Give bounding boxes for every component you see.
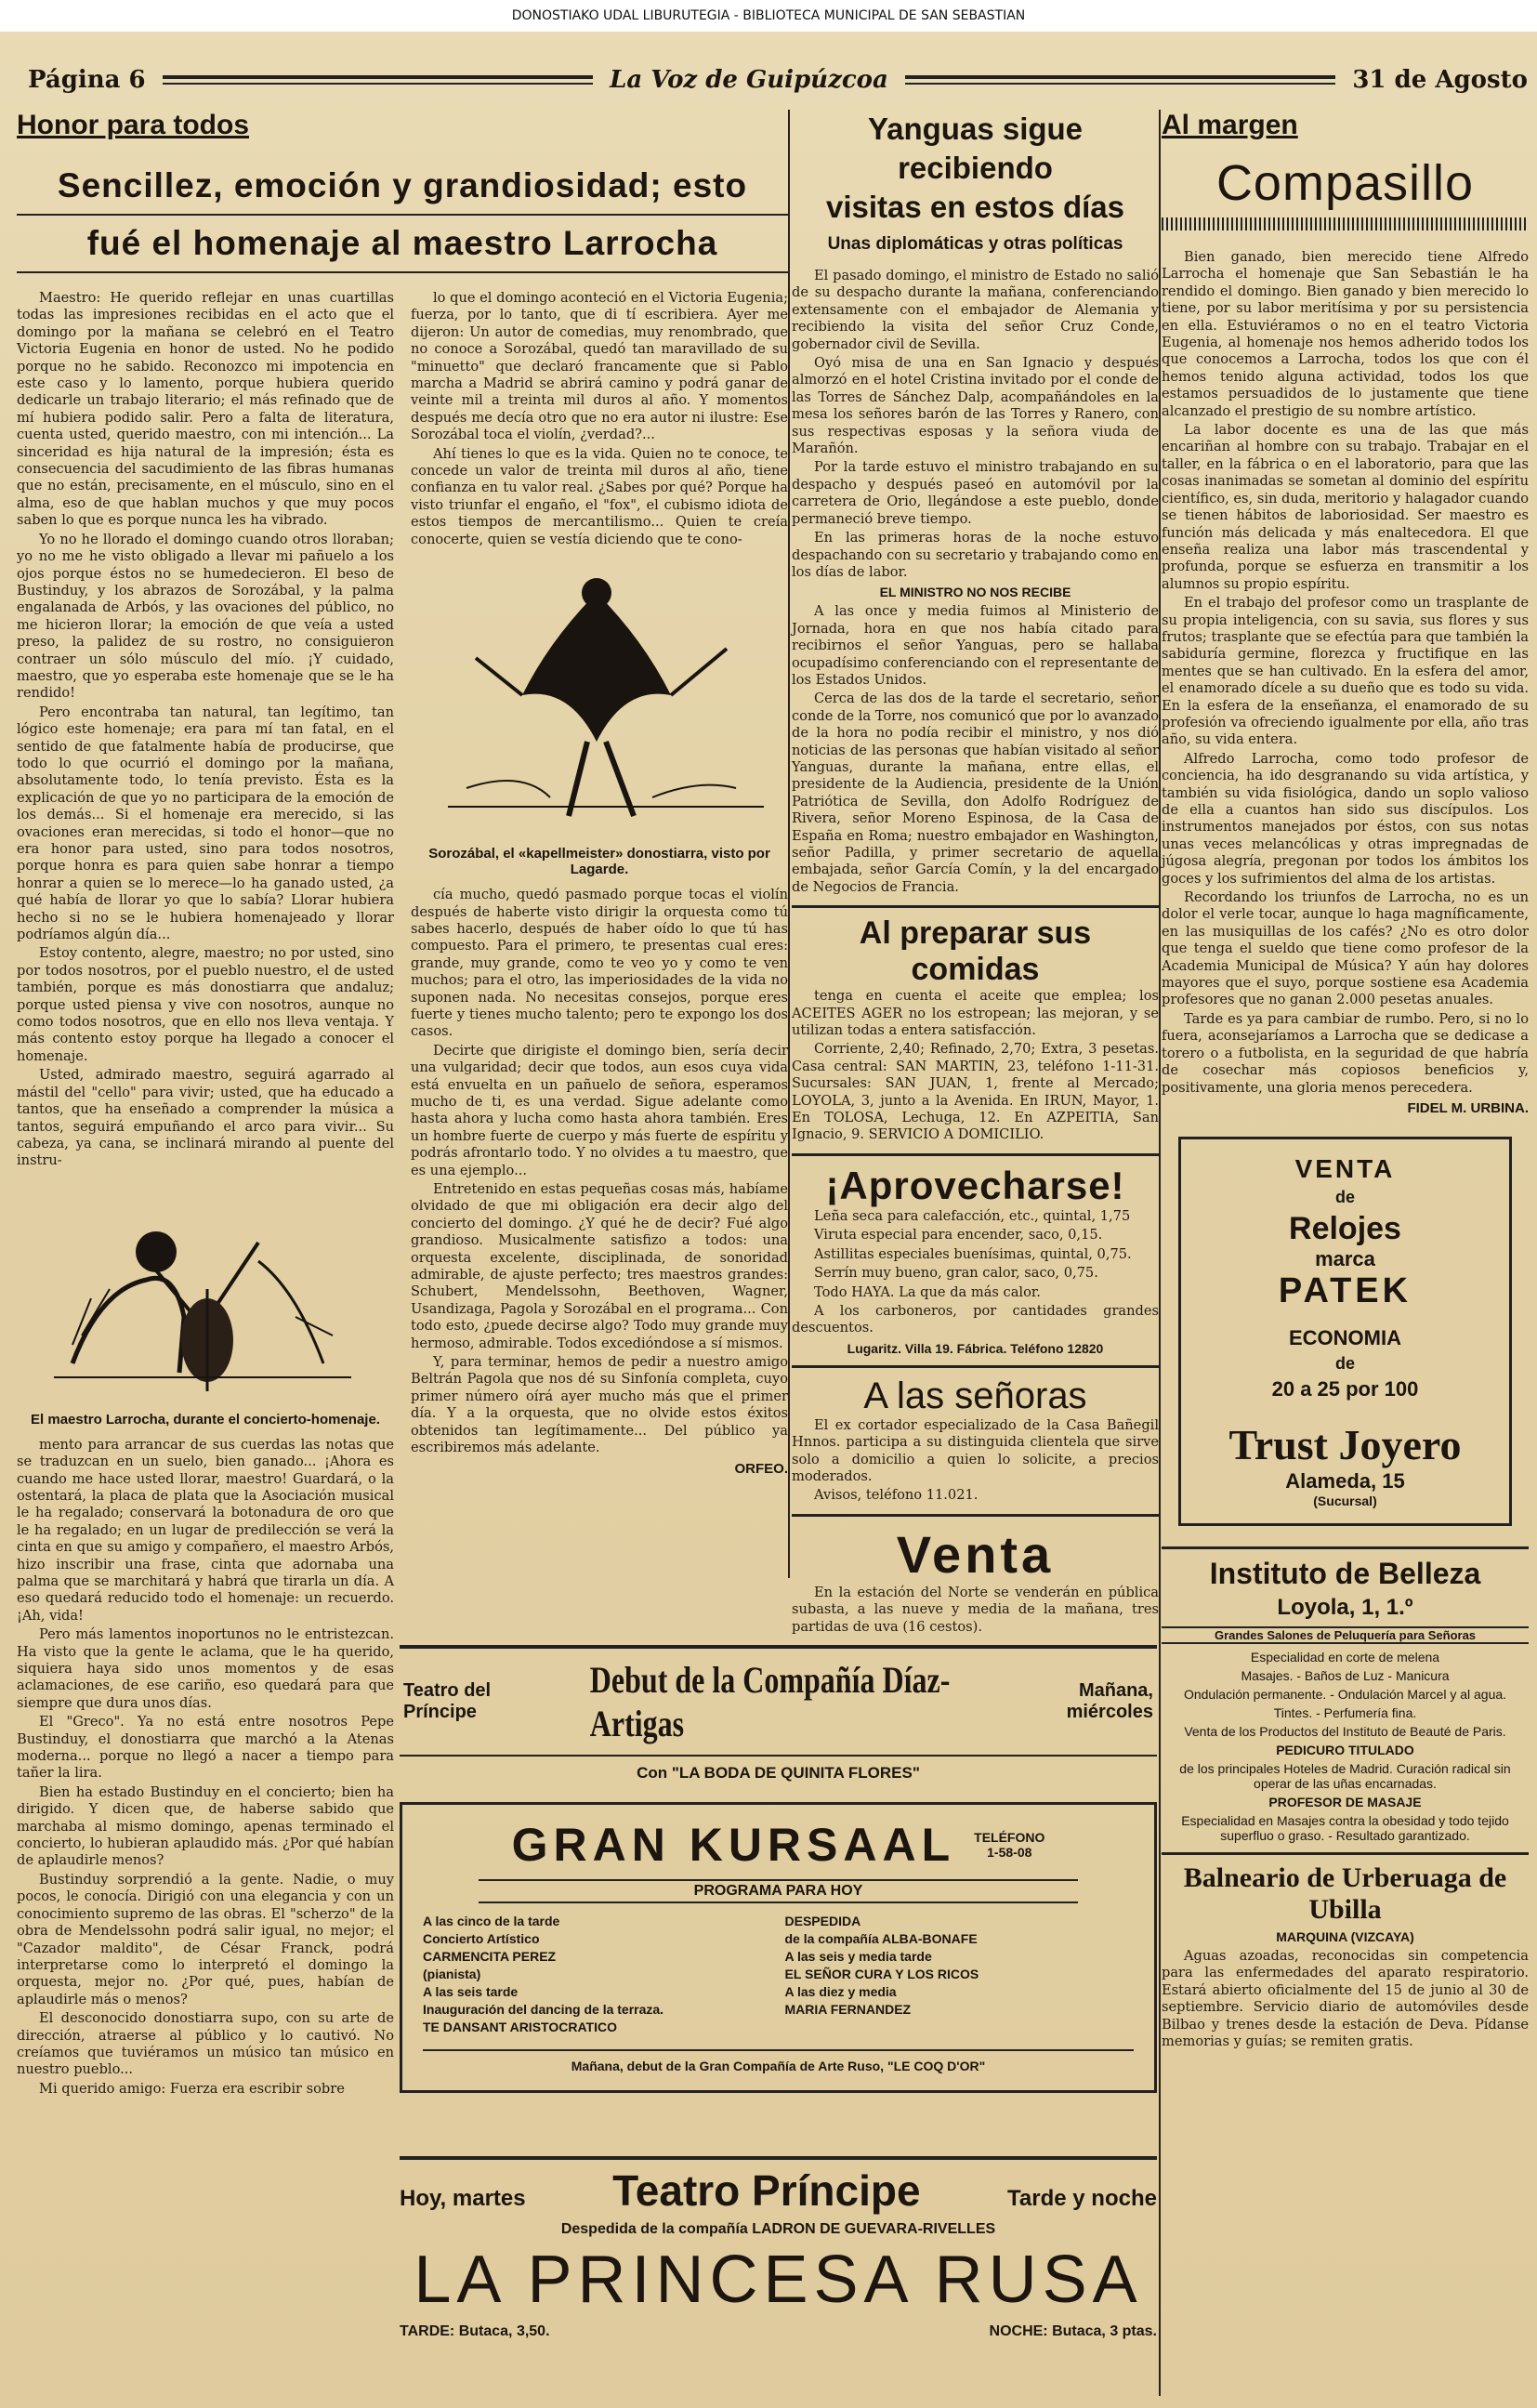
ad-footer: Lugaritz. Villa 19. Fábrica. Teléfono 12820 (847, 1340, 1104, 1356)
program-line: EL SEÑOR CURA Y LOS RICOS (784, 1967, 979, 1981)
section-title: Compasillo (1215, 155, 1475, 211)
program-right (785, 1913, 1135, 2036)
phone-number: 1-58-08 (987, 1845, 1032, 1860)
ad-subline: Con "LA BODA DE QUINITA FLORES" (637, 1764, 920, 1782)
ad-title: Teatro Príncipe (612, 2166, 921, 2215)
ad-line: PEDICURO TITULADO (1276, 1742, 1414, 1757)
program-line: (pianista) (423, 1967, 481, 1981)
program-line: Inauguración del dancing de la terraza. (423, 2002, 664, 2017)
ad-senoras (792, 1365, 1159, 1505)
program-line: MARIA FERNANDEZ (784, 2002, 912, 2017)
section-subhead: EL MINISTRO NO NOS RECIBE (879, 585, 1071, 600)
cellist-drawing-icon (17, 1178, 388, 1401)
paragraph: Alfredo Larrocha, como todo profesor de conciencia, ha ido desgranando su vida artística, y también su vida fisiológica, dando un soplo valioso de ella a cuantos han sido sus discípulos. Los instrumentos manejados por éstos, con sus notas unas veces melancólicas y otras impregnadas de júgosa alegría, pregonan por todos los ámbitos los goces y los sufrimientos del alma de los artistas. (1162, 750, 1529, 887)
play-title: LA PRINCESA RUSA (414, 2243, 1143, 2317)
ad-lena (792, 1153, 1159, 1356)
masthead-rule (163, 75, 593, 85)
ad-line: Especialidad en Masajes contra la obesidad y todo tejido superfluo o graso. - Resultado garantizado. (1181, 1812, 1509, 1843)
ad-line: Masajes. - Baños de Luz - Manicura (1241, 1667, 1450, 1683)
illustration-caption: El maestro Larrocha, durante el concierto-homenaje. (31, 1411, 380, 1428)
paragraph: La labor docente es una de las que más encariñan al hombre con su trabajo. Trabajar en el taller, en la fábrica o en el laboratorio, para que las cosas inanimadas se sometan al dominio del espíritu científico, es, sin duda, meritorio y halagador cuando se tienen hábitos de laboriosidad. Ser maestro es función más delicada y más enaltecedora. El que enseña realiza una labor más trascendental y profunda, porque se esfuerza en transmitir a los alumnos su propio espíritu. (1162, 422, 1529, 592)
ad-text: tenga en cuenta el aceite que emplea; los ACEITES AGER no los estropean; las mejoran, y se utilizan todas a entera satisfacción. (792, 988, 1159, 1039)
ad-line: Tintes. - Perfumería fina. (1273, 1704, 1417, 1720)
ad-instituto-belleza (1162, 1546, 1529, 1843)
ad-teatro-principe-princesa (400, 2156, 1157, 2340)
ad-line: (Sucursal) (1313, 1493, 1377, 1508)
paragraph: Decirte que dirigiste el domingo bien, sería decir una vulgaridad; decir que todos, aun esos cuya vida está envuelta en un pañuelo de señora, esperamos mucho de ti, es una verdad. Sigue adelante como hasta ahora y lucha como hasta ahora también. Eres un hombre fuerte de cuerpo y más fuerte de espíritu y podrás afrontarlo todo. Y no olvides a tu maestro, que es una ejemplo... (411, 1042, 788, 1178)
headline-line-1: Yanguas sigue recibiendo (867, 112, 1084, 185)
ad-footer: Mañana, debut de la Gran Compañía de Arte Ruso, "LE COQ D'OR" (423, 2049, 1134, 2073)
ad-address: Loyola, 1, 1.º (1277, 1594, 1413, 1620)
price-noche: NOCHE: Butaca, 3 ptas. (989, 2323, 1157, 2339)
ad-title: Venta (896, 1524, 1055, 1584)
program-line: TE DANSANT ARISTOCRATICO (423, 2020, 617, 2034)
ad-title: Instituto de Belleza (1209, 1556, 1481, 1590)
ad-side-right: Tarde y noche (1007, 2186, 1157, 2211)
ad-line: Alameda, 15 (1285, 1468, 1405, 1493)
ad-text: Avisos, teléfono 11.021. (814, 1487, 979, 1504)
headline-line-2: fué el homenaje al maestro Larrocha (17, 216, 788, 273)
ad-line: VENTA (1294, 1153, 1396, 1183)
article-headline (17, 158, 788, 273)
paragraph: El desconocido donostiarra supo, con su arte de dirección, atraerse al público y lo cautivó. No creíamos que tuviéramos un músico tan músico en nuestro pueblo... (17, 2010, 394, 2078)
ad-text: En la estación del Norte se venderán en pública subasta, a las nueve y media de la mañana, tres partidas de uva (16 cestos). (792, 1584, 1159, 1635)
ad-teatro-principe-debut (400, 1645, 1157, 1786)
section-kicker: Al margen (1162, 110, 1298, 140)
paragraph: lo que el domingo aconteció en el Victoria Eugenia; fuerza, por lo tanto, que di tí escribiera. Ayer me dijeron: Un autor de comedias, muy renombrado, que no conoce a Sorozábal, quedó tan maravillado de su "minuetto" que declaró francamente que si Pablo marcha a Madrid se abrirá camino y podrá ganar de veinte mil a treinta mil duros al año. Y momentos después me decía otro que no era autor ni ilustre: Ese Sorozábal toca el violín, ¿verdad?... (411, 290, 788, 443)
ad-line: Especialidad en corte de melena (1250, 1649, 1440, 1665)
ad-line: Todo HAYA. La que da más calor. (814, 1283, 1041, 1300)
page-number: Página 6 (28, 66, 146, 94)
ad-side-left: Teatro del Príncipe (403, 1680, 492, 1722)
phone-label: TELÉFONO (974, 1830, 1045, 1845)
headline-line-1: Sencillez, emoción y grandiosidad; esto (17, 158, 788, 216)
phone-block (974, 1830, 1044, 1860)
price-tarde: TARDE: Butaca, 3,50. (400, 2323, 550, 2339)
ad-patek (1178, 1137, 1512, 1526)
ad-side-left: Hoy, martes (400, 2186, 526, 2211)
ad-title: Debut de la Compañía Díaz-Artigas (589, 1659, 950, 1744)
column-rule (1159, 110, 1161, 2396)
article-column-left (17, 290, 394, 2099)
ad-line: de (1334, 1187, 1355, 1206)
ad-aceites (792, 905, 1159, 1144)
ad-line: de los principales Hoteles de Madrid. Curación radical sin operar de las uñas encarnadas. (1179, 1760, 1511, 1791)
column-news (792, 110, 1159, 1635)
program-line: CARMENCITA PEREZ (423, 1949, 557, 1964)
ad-line: marca (1315, 1246, 1375, 1270)
article-signature: ORFEO. (734, 1460, 788, 1477)
ad-title: A las señoras (863, 1375, 1087, 1416)
ad-line: de (1334, 1353, 1355, 1373)
paragraph: Usted, admirado maestro, seguirá agarrado al mástil del "cello" para vivir; usted, que ha educado a tantos, que ha enseñado a comprender la música a tantos, seguirá empuñando el arco para vivir... Su cabeza, ya cana, se inclinará mirando al puente del instru- (17, 1067, 394, 1169)
ad-line: Relojes (1289, 1210, 1401, 1246)
program-line: de la compañía ALBA-BONAFE (784, 1931, 978, 1946)
paragraph: Oyó misa de una en San Ignacio y después almorzó en el hotel Cristina invitado por el conde de las Torres de Sánchez Dalp, acompañándoles en la mesa los señores barón de las Torres y Ranero, con sus respectivas esposas y la señora viuda de Marañón. (792, 355, 1159, 457)
ad-subline: Despedida de la compañía LADRON DE GUEVARA-RIVELLES (560, 2221, 996, 2237)
program-line: A las seis tarde (423, 1984, 519, 1999)
ad-balneario (1162, 1852, 1529, 2050)
paragraph: Tarde es ya para cambiar de rumbo. Pero, si no lo fuera, aconsejaríamos a Larrocha que se dedicase a torero o a futbolista, en la seguridad de que habría de cosechar más copiosos beneficios y, positivamente, una gloria menos perecedera. (1162, 1010, 1529, 1096)
ad-line: PATEK (1278, 1270, 1412, 1310)
ad-text: Corriente, 2,40; Refinado, 2,70; Extra, 3 pesetas. Casa central: SAN MARTIN, 23, teléfono 1-11-31. Sucursales: SAN JUAN, 1, frente al Mercado; LOYOLA, 3, junto a la Avenida. En IRUN, Mayor, 1. En TOLOSA, Lechuga, 12. En AZPEITIA, San Ignacio, 9. SERVICIO A DOMICILIO. (792, 1041, 1159, 1143)
paragraph: Recordando los triunfos de Larrocha, no es un dolor el verle tocar, aunque lo haga magníficamente, en las musiquillas de los cafés? ¿No es otro dolor que tenga el sueldo que tiene como profesor de la Academia Municipal de Música? Y aún hay dolores mayores que el suyo, porque sostiene esa Academia profesores que no ganan 2.000 pesetas anuales. (1162, 889, 1529, 1008)
program-line: DESPEDIDA (784, 1914, 861, 1928)
ad-title: Al preparar sus comidas (859, 915, 1092, 988)
paragraph: El pasado domingo, el ministro de Estado no salió de su despacho durante la mañana, conferenciando extensamente con el embajador de Alemania y recibiendo la visita del señor Cruz Conde, gobernador civil de Sevilla. (792, 268, 1159, 352)
paragraph: Estoy contento, alegre, maestro; no por usted, sino por todos nosotros, por el pueblo nuestro, el de usted también, porque es más donostiarra que andaluz; porque usted piensa y vive con nosotros, aunque no como todos nosotros, que en ello nos lleva ventaja. Y más contento estoy porque ha llegado a conocer el homenaje. (17, 945, 394, 1064)
ad-line: ECONOMIA (1289, 1325, 1401, 1349)
program-line: A las cinco de la tarde (423, 1914, 560, 1928)
paragraph: Mi querido amigo: Fuerza era escribir sobre (39, 2080, 345, 2097)
paragraph: Y, para terminar, hemos de pedir a nuestro amigo Beltrán Pagola que nos dé su Sinfonía completa, cuyo primer número oírá ayer mucho más que el primer día. Y a la orquesta, que no olvide estos éxitos obtenidos tan legítimamente... Del público ya escribiremos más adelante. (411, 1354, 788, 1456)
conductor-drawing-icon (411, 556, 782, 835)
ad-place: MARQUINA (VIZCAYA) (1276, 1928, 1414, 1944)
paragraph: En las primeras horas de la noche estuvo despachando con su secretario y trabajando como en los días de labor. (792, 530, 1159, 580)
ad-text: El ex cortador especializado de la Casa Bañegil Hnnos. participa a su distinguida clientela que sirve solo a domicilio a quien lo solicite, a precios moderados. (792, 1416, 1159, 1484)
ad-line: Trust Joyero (1228, 1420, 1462, 1468)
title-rule (1162, 217, 1529, 230)
program-line: A las diez y media (784, 1984, 897, 1999)
program-line: A las seis y media tarde (784, 1949, 932, 1964)
headline-line-2: visitas en estos días (826, 190, 1124, 224)
paragraph: A las once y media fuimos al Ministerio de Jornada, hora en que nos había citado para recibirnos el señor Yanguas, pero se hallaba ocupadísimo conferenciando con el representante de los Estados Unidos. (792, 603, 1159, 688)
illustration-caption: Sorozábal, el «kapellmeister» donostiarra, visto por Lagarde. (428, 846, 770, 878)
article-kicker: Honor para todos (17, 110, 250, 140)
ad-kursaal (400, 1789, 1157, 2093)
ad-line: Leña seca para calefacción, etc., quintal, 1,75 (814, 1207, 1131, 1224)
ad-side-right: Mañana, miércoles (1066, 1680, 1153, 1722)
ad-line: Ondulación permanente. - Ondulación Marcel y al agua. (1183, 1686, 1507, 1702)
paragraph: Yo no he llorado el domingo cuando otros lloraban; yo no me he visto obligado a llevar mi pañuelo a los ojos porque éstos no se humedecieron. El beso de Bustinduy, y los abrazos de Sorozábal, y la palma engalanada de Arbós, y las ovaciones del público, no me hicieron llorar; la emoción de que veía a usted preso, la palidez de su rostro, no consiguieron contraer un sólo músculo del mío. ¡Y cuidado, maestro, que yo esperaba este homenaje que se le ha rendido! (17, 531, 394, 702)
page-date: 31 de Agosto (1352, 66, 1529, 94)
paragraph: Por la tarde estuvo el ministro trabajando en su despacho y después paseó en automóvil por la carretera de Orio, llegándose a este pueblo, donde permaneció breve tiempo. (792, 459, 1159, 527)
ad-line: Viruta especial para encender, saco, 0,15. (814, 1227, 1103, 1243)
column-margen (1162, 110, 1529, 2396)
ad-line: Astillitas especiales buenísimas, quintal, 0,75. (814, 1245, 1132, 1262)
paragraph: Entretenido en estas pequeñas cosas más, habíame olvidado de que mi obligación era decir algo del concierto del domingo. ¿Y qué he de decir? Fué algo grandioso. Musicalmente satisfizo a todos: una orquesta excelente, disciplinada, de sonoridad admirable, de ajuste perfecto; tres maestros grandes: Schubert, Mendelssohn, Beethoven, Wagner, Usandizaga, Pagola y Sorozábal en el programa... Con todo esto, ¿puede decirse algo? Todo muy grande muy hermoso, admirable. Todos excedióndose a sí mismos. (411, 1181, 788, 1351)
program-left (423, 1913, 772, 2036)
paragraph: Bustinduy sorprendió a la gente. Nadie, o muy pocos, le conocía. Dirigió con una elegancia y con un conocimiento supremo de las obras. El "scherzo" de la obra de Mendelssohn podrá salir igual, no mejor; el "Cazador maldito", de César Franck, podrá interpretarse como lo interpretó el domingo la orquesta, mejor no. ¿Por qué, pues, habían de aplaudirle más o menos? (17, 1871, 394, 2007)
ad-subline: Grandes Salones de Peluquería para Señoras (1162, 1626, 1529, 1644)
larrocha-illustration (17, 1178, 394, 1404)
paragraph: Pero encontraba tan natural, tan legítimo, tan lógico este homenaje; era para mí tan fatal, en el sentido de que fatalmente había de producirse, que todo lo que ocurrió el domingo por la mañana, absolutamente todo, lo tenía previsto. Ésta es la explicación de que yo no participara de la emoción de los demás... Si el homenaje era merecido, si las ovaciones eran merecidas, si todo el honor—que no era honor para usted, sino para todos nosotros, porque honra es para quien sabe honrar a tiempo honrar a quien se lo merece—lo ha ganado usted, ¿a qué había de llorar yo que lo sabía? Llorar hubiera hecho si no se le hubiera homenajeado y llorar podríamos algún día... (17, 704, 394, 943)
paragraph: cía mucho, quedó pasmado porque tocas el violín después de haberte visto dirigir la orquesta como tú sabes hacerlo, después de haber oído lo que tú has compuesto. Para el primero, te presentas cual eres: grande, muy grande, como te veo yo y como te ven muchos; para el otro, las imperiosidades de la vida no suponen nada. No necesitas consejos, porque eres fuerte y tienes mucho talento; pero te expongo los dos casos. (411, 887, 788, 1040)
paragraph: Bien ganado, bien merecido tiene Alfredo Larrocha el homenaje que San Sebastián le ha rendido el domingo. Bien ganado y bien merecido lo tiene, por su labor meritísima y por su persistencia en ella. Estuviéramos o no en el teatro Victoria Eugenia, al homenaje nos hemos adherido todos los que conocemos a Larrocha, todos los que con él hemos tenido alguna actividad, todos los que estamos persuadidos de lo justamente que tiene alcanzado el prestigio de su nombre artístico. (1162, 249, 1529, 419)
masthead (28, 63, 1528, 97)
paragraph: El "Greco". Ya no está entre nosotros Pepe Bustinduy, el donostiarra que marchó a la Atenas moderna... porque no llegó a nacer a tiempo para tañer la lira. (17, 1714, 394, 1782)
paragraph: Maestro: He querido reflejar en unas cuartillas todas las impresiones recibidas en el acto que el domingo por la mañana se celebró en el Teatro Victoria Eugenia en honor de usted. No he podido porque no he sabido. Reconozco mi impotencia en este caso y lo lamento, porque hubiera querido dedicarle un trabajo literario; el más refinado que de mí hubiera podido salir. Pero a falta de literatura, cuenta usted, querido maestro, con mi intención... La sinceridad es hija natural de la impresión; ésta es consecuencia del sacudimiento de las fibras humanas que no están, precisamente, en el músculo, sino en el alma, eso de que hablan muchos y que muy pocos saben lo que es porque nunca les ha vibrado. (17, 290, 394, 529)
ad-title: Balneario de Urberuaga de Ubilla (1183, 1862, 1507, 1925)
sorozabal-illustration (411, 556, 788, 838)
ad-line: PROFESOR DE MASAJE (1268, 1794, 1422, 1809)
paragraph: En el trabajo del profesor como un trasplante de su propia inteligencia, con su savia, sus flores y sus frutos; trasplante que se efectúa para que también la sabiduría germine, florezca y fructifique en las mentes que se han cultivado. En la esfera del amor, el enamorado dícele a su dueño que es todo su vida. En la esfera de la enseñanza, el enamorado de su profesión va ofreciendo igualmente por ella, año tras año, su vida entera. (1162, 595, 1529, 748)
yanguas-subheadline: Unas diplomáticas y otras políticas (827, 234, 1123, 254)
ad-line: Serrín muy bueno, gran calor, saco, 0,75. (814, 1265, 1098, 1282)
article-signature: FIDEL M. URBINA. (1407, 1099, 1529, 1116)
ad-line: A los carboneros, por cantidades grandes descuentos. (792, 1302, 1159, 1336)
paragraph: Pero más lamentos inoportunos no le entristezcan. Ha visto que la gente le aclama, que le ha querido, siquiera haya sido unos momentos y de esas aclamaciones, de ese cariño, eso quedará para que siempre que dura unos días. (17, 1626, 394, 1711)
ad-title: ¡Aprovecharse! (825, 1163, 1125, 1207)
ad-line: 20 a 25 por 100 (1271, 1376, 1419, 1401)
paragraph: mento para arrancar de sus cuerdas las notas que se traduzcan en un suelo, bien ganado... ¡Ahora es cuando me hace usted llorar, maestro! Guardará, o la ostentará, la placa de plata que la Asociación musical le ha regalado; conservará la botonadura de oro que le ha regalado; en un lugar de predilección se verá la cinta en que su amigo y compañero, el maestro Arbós, hizo inscribir una frase, cinta que adornaba una palma que se marchitará y habrá que tirarla un día. A eso quedará reducido todo el homenaje: un recuerdo. ¡Ah, vida! (17, 1436, 394, 1624)
paragraph: Cerca de las dos de la tarde el secretario, señor conde de la Torre, nos comunicó que por lo avanzado de la hora no podía recibir el ministro, y nos dió noticias de las personas que habían visitado al señor Yanguas, durante la mañana, entre ellas, el presidente de la Audiencia, presidente de la Unión Patriótica de Sevilla, don Adolfo Rodríguez de Rivera, señor Moreno Espinosa, de la Casa de España en Roma; nuestro embajador en Washington, señor Padilla, y primer secretario de aquella embajada, señor García Comín, y la del encargado de Negocios de Francia. (792, 691, 1159, 895)
paper-name: La Voz de Guipúzcoa (610, 66, 888, 94)
column-rule (788, 110, 790, 1578)
paragraph: Ahí tienes lo que es la vida. Quien no te conoce, te concede un valor de treinta mil duros al año, tiene confianza en tu valor real. ¿Sabes por qué? Porque ha visto triunfar el engaño, el "fox", el cubismo idiota de estos tiempos de mercantilismo... Quien te creía conocerte, quien se vestía diciendo que te cono- (411, 445, 788, 547)
archive-banner: DONOSTIAKO UDAL LIBURUTEGIA - BIBLIOTECA MUNICIPAL DE SAN SEBASTIAN (0, 0, 1537, 32)
yanguas-headline (792, 110, 1159, 227)
program-title: PROGRAMA PARA HOY (479, 1879, 1078, 1903)
program-line: Concierto Artístico (423, 1931, 540, 1946)
ad-text: Aguas azoadas, reconocidas sin competencia para las enfermedades del aparato respiratorio. Estará abierto oficialmente del 15 de junio al 30 de septiembre. Servicio diario de automóviles desde Bilbao y trenes desde la estación de Deva. Pídanse memorias y guías; se remiten gratis. (1162, 1947, 1529, 2049)
paragraph: Bien ha estado Bustinduy en el concierto; bien ha dirigido. Y dicen que, de haberse sabido que marchaba al mismo domingo, apenas terminado el concierto, lo hubieran aplaudido más. ¿Por qué habían de aplaudirle menos? (17, 1783, 394, 1869)
ad-title: GRAN KURSAAL (511, 1819, 956, 1871)
ad-venta-uva (792, 1514, 1159, 1636)
ad-line: Venta de los Productos del Instituto de Beauté de Paris. (1184, 1723, 1506, 1739)
masthead-rule (905, 75, 1335, 85)
